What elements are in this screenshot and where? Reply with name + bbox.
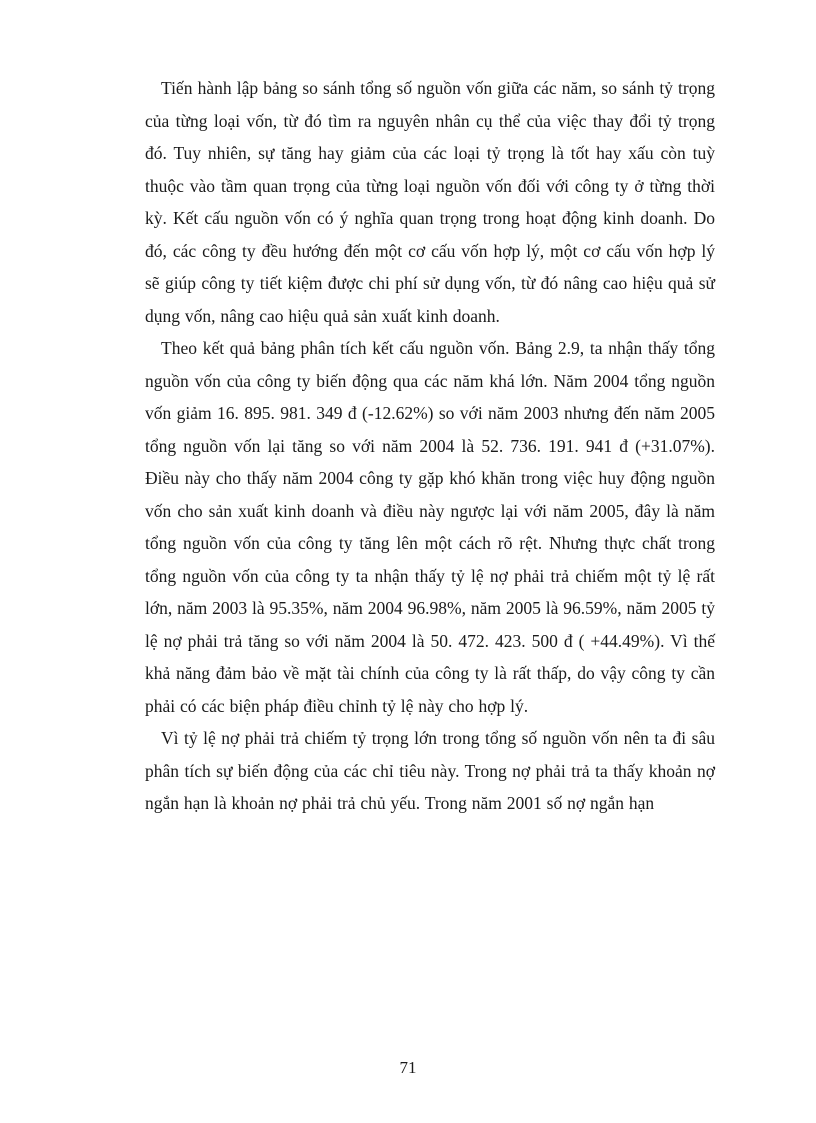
page-number: 71: [399, 1058, 417, 1077]
paragraph-1: Tiến hành lập bảng so sánh tổng số nguồn vốn giữa các năm, so sánh tỷ trọng của từng loại vốn, từ đó tìm ra nguyên nhân cụ thể của việc thay đổi tỷ trọng đó. Tuy nhiên, sự tăng hay giảm của các loại tỷ trọng là tốt hay xấu còn tuỳ thuộc vào tầm quan trọng của từng loại nguồn vốn đối với công ty ở từng thời kỳ. Kết cấu nguồn vốn có ý nghĩa quan trọng trong hoạt động kinh doanh. Do đó, các công ty đều hướng đến một cơ cấu vốn hợp lý, một cơ cấu vốn hợp lý sẽ giúp công ty tiết kiệm được chi phí sử dụng vốn, từ đó nâng cao hiệu quả sử dụng vốn, nâng cao hiệu quả sản xuất kinh doanh.: [145, 78, 715, 326]
body-text: [145, 72, 715, 820]
paragraph-2: Theo kết quả bảng phân tích kết cấu nguồn vốn. Bảng 2.9, ta nhận thấy tổng nguồn vốn của công ty biến động qua các năm khá lớn. Năm 2004 tổng nguồn vốn giảm 16. 895. 981. 349 đ (-12.62%) so với năm 2003 nhưng đến năm 2005 tổng nguồn vốn lại tăng so với năm 2004 là 52. 736. 191. 941 đ (+31.07%). Điều này cho thấy năm 2004 công ty gặp khó khăn trong việc huy động nguồn vốn cho sản xuất kinh doanh và điều này ngược lại với năm 2005, đây là năm tổng nguồn vốn của công ty tăng lên một cách rõ rệt. Nhưng thực chất trong tổng nguồn vốn của công ty ta nhận thấy tỷ lệ nợ phải trả chiếm một tỷ lệ rất lớn, năm 2003 là 95.35%, năm 2004 96.98%, năm 2005 là 96.59%, năm 2005 tỷ lệ nợ phải trả tăng so với năm 2004 là 50. 472. 423. 500 đ ( +44.49%). Vì thế khả năng đảm bảo về mặt tài chính của công ty là rất thấp, do vậy công ty cần phải có các biện pháp điều chỉnh tỷ lệ này cho hợp lý.: [145, 338, 715, 716]
paragraph-3: Vì tỷ lệ nợ phải trả chiếm tỷ trọng lớn trong tổng số nguồn vốn nên ta đi sâu phân tích sự biến động của các chỉ tiêu này. Trong nợ phải trả ta thấy khoản nợ ngắn hạn là khoản nợ phải trả chủ yếu. Trong năm 2001 số nợ ngắn hạn: [145, 728, 715, 813]
